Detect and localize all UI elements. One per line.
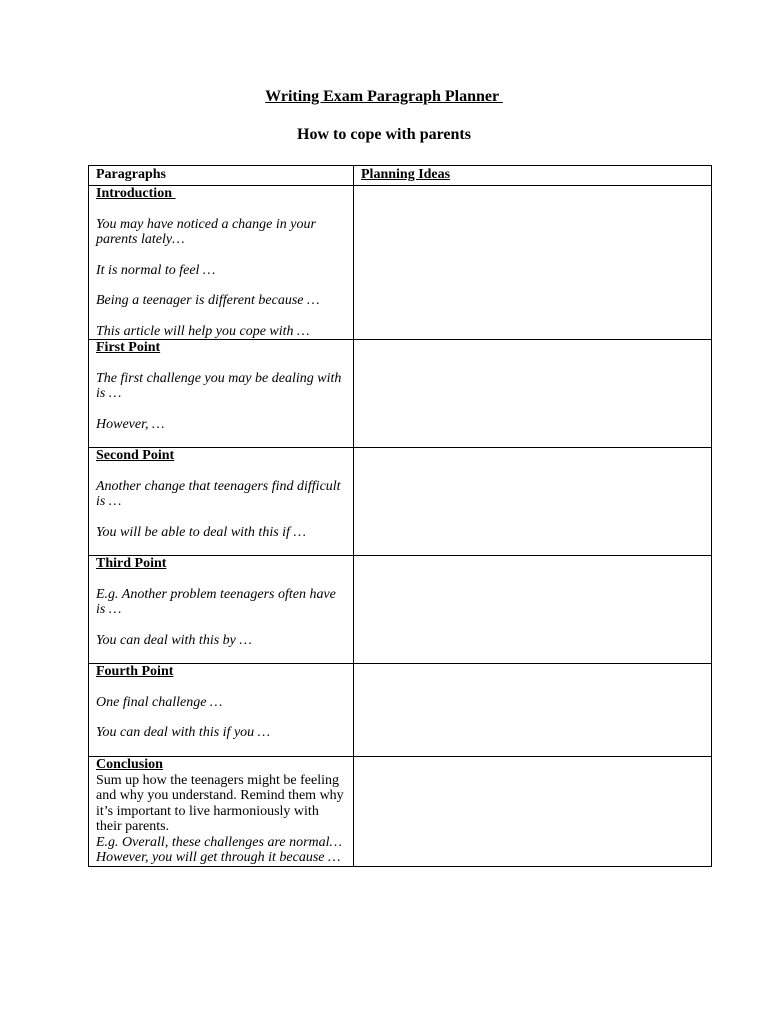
table-row-second-point (89, 448, 712, 556)
prompt-text: E.g. Another problem teenagers often have is … (96, 586, 336, 617)
prompt-text: E.g. Overall, these challenges are normal… (96, 834, 342, 850)
prompt-text: One final challenge … (96, 694, 223, 710)
paragraph-cell-conclusion (89, 757, 354, 867)
paragraph-cell-fourth-point (89, 664, 354, 757)
prompt-text: You may have noticed a change in your parents lately… (96, 216, 316, 247)
table-row-first-point (89, 340, 712, 448)
table-row-introduction (89, 186, 712, 340)
section-heading-first-point: First Point (96, 340, 161, 355)
paragraph-cell-first-point (89, 340, 354, 448)
prompt-text: You can deal with this if you … (96, 725, 271, 740)
section-heading-introduction: Introduction (96, 186, 176, 201)
prompt-text: Being a teenager is different because … (96, 293, 320, 308)
planning-ideas-cell-introduction[interactable] (354, 186, 712, 340)
prompt-text: Another change that teenagers find difficult is … (96, 478, 341, 509)
paragraph-cell-second-point (89, 448, 354, 556)
prompt-text: The first challenge you may be dealing with is … (96, 370, 342, 401)
prompt-text: It is normal to feel … (96, 262, 216, 278)
planning-ideas-cell-third-point[interactable] (354, 556, 712, 664)
conclusion-instructions: Sum up how the teenagers might be feeling and why you understand. Remind them why it’s important to live harmoniously with their parents. (96, 772, 344, 834)
section-heading-conclusion: Conclusion (96, 757, 163, 772)
planner-table (88, 165, 712, 867)
section-heading-fourth-point: Fourth Point (96, 664, 174, 679)
planning-ideas-cell-second-point[interactable] (354, 448, 712, 556)
prompt-text: This article will help you cope with … (96, 323, 310, 339)
paragraph-cell-third-point (89, 556, 354, 664)
prompt-text: However, you will get through it because … (96, 850, 341, 865)
table-row-fourth-point (89, 664, 712, 757)
paragraph-cell-introduction (89, 186, 354, 340)
prompt-text: However, … (96, 416, 165, 432)
table-row-third-point (89, 556, 712, 664)
page-subtitle: How to cope with parents (297, 126, 471, 143)
planning-ideas-cell-first-point[interactable] (354, 340, 712, 448)
prompt-text: You can deal with this by … (96, 632, 252, 648)
section-heading-third-point: Third Point (96, 556, 167, 571)
table-header-row (89, 166, 712, 186)
column-header-planning-ideas: Planning Ideas (354, 166, 712, 186)
planning-ideas-cell-conclusion[interactable] (354, 757, 712, 867)
planning-ideas-cell-fourth-point[interactable] (354, 664, 712, 757)
section-heading-second-point: Second Point (96, 448, 175, 463)
column-header-paragraphs: Paragraphs (89, 166, 354, 186)
page-title: Writing Exam Paragraph Planner (265, 88, 503, 105)
table-row-conclusion (89, 757, 712, 867)
prompt-text: You will be able to deal with this if … (96, 524, 306, 540)
